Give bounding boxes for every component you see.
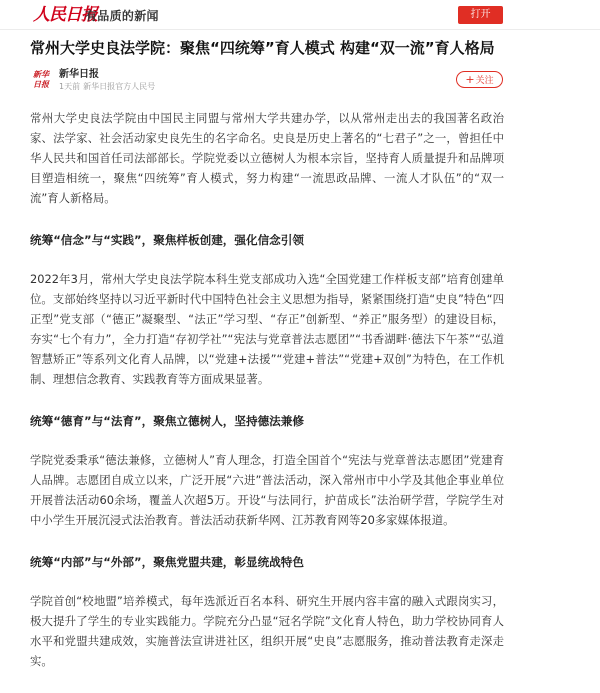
publish-time: 1天前 (59, 82, 81, 91)
source-label: 新华日报官方人民号 (83, 82, 156, 91)
author-avatar[interactable]: 新华日报 (33, 69, 49, 89)
paragraph: 学院党委秉承“德法兼修，立德树人”育人理念，打造全国首个“宪法与党章普法志愿团”党建育人品牌。志愿团自成立以来，广泛开展“六进”普法活动，深入常州市中小学及其他企事业单位开展普法活动60余场，覆盖人次超5万。开设“与法同行，护苗成长”法治研学营，学院学生对中小学生开展沉浸式法治教育。普法活动获新华网、江苏教育网等20多家媒体报道。 (30, 453, 504, 527)
follow-button[interactable] (456, 71, 503, 88)
paragraph: 2022年3月，常州大学史良法学院本科生党支部成功入选“全国党建工作样板支部”培育创建单位。支部始终坚持以习近平新时代中国特色社会主义思想为指导，紧紧围绕打造“史良”特色“四正型”党支部（“德正”凝聚型、“法正”学习型、“存正”创新型、“养正”服务型）的建设目标，夯实“七个有力”，全力打造“存初学社”“宪法与党章普法志愿团”“书香湖畔·德法下午茶”“弘道智慧矫正”等系列文化育人品牌，以“党建+法援”“党建+普法”“党建+双创”为特色，在工作机制、理想信念教育、实践教育等方面成果显著。 (30, 272, 504, 386)
follow-label: 关注 (475, 76, 494, 86)
article-body (30, 108, 504, 693)
section-heading: 统筹“内部”与“外部”，聚焦党盟共建，彰显统战特色 (30, 555, 304, 569)
paragraph: 常州大学史良法学院由中国民主同盟与常州大学共建办学，以从常州走出去的我国著名政治家、法学家、社会活动家史良先生的名字命名。史良是历史上著名的“七君子”之一，曾担任中华人民共和国首任司法部部长。学院党委以立德树人为根本宗旨，坚持育人质量提升和品牌项目塑造相统一，聚焦“四统筹”育人模式，努力构建“一流思政品牌、一流人才队伍”的“双一流”育人新格局。 (30, 111, 504, 205)
article-title: 常州大学史良法学院：聚焦“四统筹”育人模式 构建“双一流”育人格局 (30, 39, 495, 57)
author-meta (59, 82, 158, 92)
section-heading: 统筹“信念”与“实践”，聚焦样板创建，强化信念引领 (30, 233, 304, 247)
section-heading: 统筹“德育”与“法育”，聚焦立德树人，坚持德法兼修 (30, 414, 304, 428)
author-name[interactable]: 新华日报 (59, 69, 99, 80)
people-daily-logo[interactable]: 人民日报 (33, 5, 97, 25)
open-app-button[interactable]: 打开 (458, 6, 503, 24)
plus-icon: + (465, 73, 475, 86)
top-bar (0, 0, 600, 30)
paragraph: 学院首创“校地盟”培养模式，每年选派近百名本科、研究生开展内容丰富的融入式跟岗实习，极大提升了学生的专业实践能力。学院充分凸显“冠名学院”文化育人特色，助力学校协同育人水平和党盟共建成效，实施普法宣讲进社区，组织开展“史良”志愿服务，推动普法教育走深走实。 (30, 594, 504, 668)
brand-slogan: 有品质的新闻 (85, 9, 159, 23)
